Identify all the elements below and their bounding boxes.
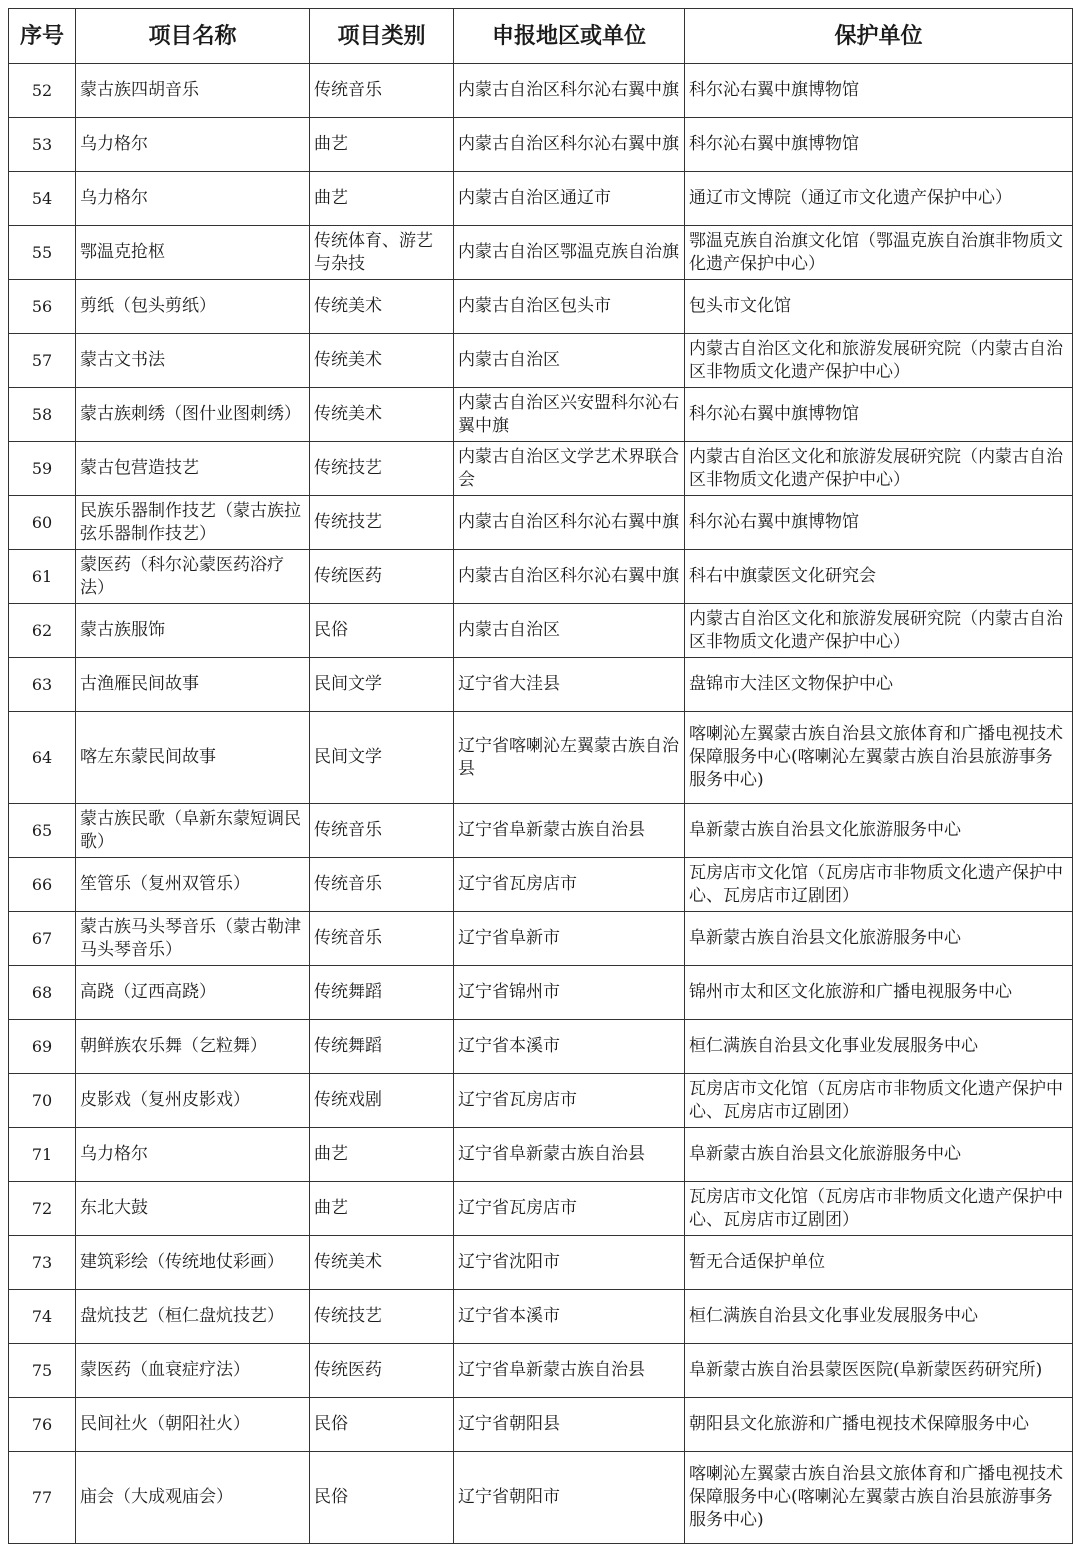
- cell-protection-unit: 内蒙古自治区文化和旅游发展研究院（内蒙古自治区非物质文化遗产保护中心）: [685, 604, 1073, 658]
- cell-no: 53: [9, 118, 76, 172]
- cell-category: 传统美术: [310, 334, 454, 388]
- cell-no: 67: [9, 912, 76, 966]
- cell-protection-unit: 科尔沁右翼中旗博物馆: [685, 496, 1073, 550]
- cell-project-name: 古渔雁民间故事: [76, 658, 310, 712]
- cell-region: 内蒙古自治区鄂温克族自治旗: [454, 226, 685, 280]
- cell-project-name: 蒙古族四胡音乐: [76, 64, 310, 118]
- cell-protection-unit: 瓦房店市文化馆（瓦房店市非物质文化遗产保护中心、瓦房店市辽剧团）: [685, 1182, 1073, 1236]
- table-row: [9, 1236, 1073, 1290]
- cell-protection-unit: 科尔沁右翼中旗博物馆: [685, 388, 1073, 442]
- cell-no: 57: [9, 334, 76, 388]
- cell-region: 内蒙古自治区: [454, 604, 685, 658]
- cell-no: 73: [9, 1236, 76, 1290]
- table-row: [9, 712, 1073, 804]
- table-row: [9, 1020, 1073, 1074]
- cell-project-name: 剪纸（包头剪纸）: [76, 280, 310, 334]
- cell-category: 传统技艺: [310, 442, 454, 496]
- cell-region: 辽宁省阜新蒙古族自治县: [454, 804, 685, 858]
- cell-protection-unit: 通辽市文博院（通辽市文化遗产保护中心）: [685, 172, 1073, 226]
- table-row: [9, 388, 1073, 442]
- cell-no: 76: [9, 1398, 76, 1452]
- cell-project-name: 东北大鼓: [76, 1182, 310, 1236]
- cell-project-name: 蒙古族刺绣（图什业图刺绣）: [76, 388, 310, 442]
- cell-no: 70: [9, 1074, 76, 1128]
- cell-region: 辽宁省朝阳县: [454, 1398, 685, 1452]
- cell-project-name: 朝鲜族农乐舞（乞粒舞）: [76, 1020, 310, 1074]
- table-row: [9, 550, 1073, 604]
- cell-protection-unit: 桓仁满族自治县文化事业发展服务中心: [685, 1020, 1073, 1074]
- table-row: [9, 1182, 1073, 1236]
- cell-no: 61: [9, 550, 76, 604]
- cell-project-name: 蒙古包营造技艺: [76, 442, 310, 496]
- cell-protection-unit: 科尔沁右翼中旗博物馆: [685, 118, 1073, 172]
- cell-project-name: 蒙古族民歌（阜新东蒙短调民歌）: [76, 804, 310, 858]
- cell-no: 63: [9, 658, 76, 712]
- cell-region: 内蒙古自治区包头市: [454, 280, 685, 334]
- cell-protection-unit: 阜新蒙古族自治县文化旅游服务中心: [685, 1128, 1073, 1182]
- cell-protection-unit: 包头市文化馆: [685, 280, 1073, 334]
- cell-category: 曲艺: [310, 118, 454, 172]
- table-row: [9, 658, 1073, 712]
- heritage-table-page: [8, 8, 1072, 1544]
- header-region: 申报地区或单位: [454, 9, 685, 64]
- table-row: [9, 1074, 1073, 1128]
- table-row: [9, 1398, 1073, 1452]
- cell-project-name: 民族乐器制作技艺（蒙古族拉弦乐器制作技艺）: [76, 496, 310, 550]
- cell-category: 传统技艺: [310, 1290, 454, 1344]
- cell-project-name: 蒙医药（科尔沁蒙医药浴疗法）: [76, 550, 310, 604]
- cell-project-name: 蒙古文书法: [76, 334, 310, 388]
- table-row: [9, 858, 1073, 912]
- cell-region: 内蒙古自治区文学艺术界联合会: [454, 442, 685, 496]
- cell-category: 传统舞蹈: [310, 966, 454, 1020]
- cell-category: 传统舞蹈: [310, 1020, 454, 1074]
- cell-no: 66: [9, 858, 76, 912]
- cell-protection-unit: 阜新蒙古族自治县文化旅游服务中心: [685, 804, 1073, 858]
- cell-category: 民间文学: [310, 712, 454, 804]
- cell-region: 内蒙古自治区兴安盟科尔沁右翼中旗: [454, 388, 685, 442]
- cell-category: 传统戏剧: [310, 1074, 454, 1128]
- table-row: [9, 912, 1073, 966]
- cell-protection-unit: 阜新蒙古族自治县蒙医医院(阜新蒙医药研究所): [685, 1344, 1073, 1398]
- cell-project-name: 蒙医药（血衰症疗法）: [76, 1344, 310, 1398]
- cell-region: 内蒙古自治区科尔沁右翼中旗: [454, 496, 685, 550]
- cell-protection-unit: 朝阳县文化旅游和广播电视技术保障服务中心: [685, 1398, 1073, 1452]
- cell-region: 辽宁省大洼县: [454, 658, 685, 712]
- cell-project-name: 喀左东蒙民间故事: [76, 712, 310, 804]
- cell-project-name: 鄂温克抢枢: [76, 226, 310, 280]
- table-row: [9, 1128, 1073, 1182]
- cell-region: 辽宁省锦州市: [454, 966, 685, 1020]
- cell-category: 民俗: [310, 1398, 454, 1452]
- cell-protection-unit: 锦州市太和区文化旅游和广播电视服务中心: [685, 966, 1073, 1020]
- cell-project-name: 乌力格尔: [76, 1128, 310, 1182]
- cell-project-name: 建筑彩绘（传统地仗彩画）: [76, 1236, 310, 1290]
- cell-category: 传统美术: [310, 388, 454, 442]
- table-header-row: [9, 9, 1073, 64]
- cell-no: 69: [9, 1020, 76, 1074]
- cell-project-name: 笙管乐（复州双管乐）: [76, 858, 310, 912]
- cell-protection-unit: 阜新蒙古族自治县文化旅游服务中心: [685, 912, 1073, 966]
- table-row: [9, 496, 1073, 550]
- cell-no: 56: [9, 280, 76, 334]
- cell-no: 52: [9, 64, 76, 118]
- cell-category: 传统美术: [310, 280, 454, 334]
- cell-region: 辽宁省阜新蒙古族自治县: [454, 1128, 685, 1182]
- cell-protection-unit: 科尔沁右翼中旗博物馆: [685, 64, 1073, 118]
- table-row: [9, 966, 1073, 1020]
- cell-region: 辽宁省瓦房店市: [454, 858, 685, 912]
- cell-no: 65: [9, 804, 76, 858]
- table-row: [9, 442, 1073, 496]
- cell-category: 民间文学: [310, 658, 454, 712]
- table-row: [9, 172, 1073, 226]
- cell-region: 辽宁省朝阳市: [454, 1452, 685, 1544]
- cell-region: 辽宁省瓦房店市: [454, 1182, 685, 1236]
- header-no: 序号: [9, 9, 76, 64]
- cell-category: 传统医药: [310, 1344, 454, 1398]
- table-row: [9, 334, 1073, 388]
- cell-no: 72: [9, 1182, 76, 1236]
- table-row: [9, 226, 1073, 280]
- cell-no: 58: [9, 388, 76, 442]
- cell-no: 60: [9, 496, 76, 550]
- table-row: [9, 1344, 1073, 1398]
- cell-region: 辽宁省本溪市: [454, 1290, 685, 1344]
- cell-category: 民俗: [310, 1452, 454, 1544]
- cell-category: 传统技艺: [310, 496, 454, 550]
- cell-protection-unit: 盘锦市大洼区文物保护中心: [685, 658, 1073, 712]
- table-row: [9, 1452, 1073, 1544]
- cell-region: 辽宁省沈阳市: [454, 1236, 685, 1290]
- cell-region: 内蒙古自治区科尔沁右翼中旗: [454, 64, 685, 118]
- cell-no: 59: [9, 442, 76, 496]
- cell-project-name: 高跷（辽西高跷）: [76, 966, 310, 1020]
- cell-project-name: 乌力格尔: [76, 118, 310, 172]
- cell-region: 辽宁省阜新市: [454, 912, 685, 966]
- cell-category: 曲艺: [310, 1128, 454, 1182]
- heritage-table: [8, 8, 1073, 1544]
- cell-region: 辽宁省瓦房店市: [454, 1074, 685, 1128]
- cell-no: 74: [9, 1290, 76, 1344]
- cell-protection-unit: 暂无合适保护单位: [685, 1236, 1073, 1290]
- cell-category: 曲艺: [310, 172, 454, 226]
- cell-project-name: 蒙古族马头琴音乐（蒙古勒津马头琴音乐）: [76, 912, 310, 966]
- cell-no: 54: [9, 172, 76, 226]
- cell-category: 传统体育、游艺与杂技: [310, 226, 454, 280]
- cell-project-name: 蒙古族服饰: [76, 604, 310, 658]
- cell-protection-unit: 鄂温克族自治旗文化馆（鄂温克族自治旗非物质文化遗产保护中心）: [685, 226, 1073, 280]
- cell-category: 传统医药: [310, 550, 454, 604]
- cell-region: 内蒙古自治区科尔沁右翼中旗: [454, 550, 685, 604]
- cell-category: 传统音乐: [310, 64, 454, 118]
- cell-no: 62: [9, 604, 76, 658]
- cell-protection-unit: 内蒙古自治区文化和旅游发展研究院（内蒙古自治区非物质文化遗产保护中心）: [685, 334, 1073, 388]
- cell-category: 传统音乐: [310, 858, 454, 912]
- cell-no: 68: [9, 966, 76, 1020]
- cell-protection-unit: 科右中旗蒙医文化研究会: [685, 550, 1073, 604]
- table-row: [9, 280, 1073, 334]
- cell-protection-unit: 喀喇沁左翼蒙古族自治县文旅体育和广播电视技术保障服务中心(喀喇沁左翼蒙古族自治县旅游事务服务中心): [685, 712, 1073, 804]
- cell-region: 辽宁省阜新蒙古族自治县: [454, 1344, 685, 1398]
- cell-region: 辽宁省喀喇沁左翼蒙古族自治县: [454, 712, 685, 804]
- table-row: [9, 804, 1073, 858]
- cell-region: 辽宁省本溪市: [454, 1020, 685, 1074]
- cell-project-name: 皮影戏（复州皮影戏）: [76, 1074, 310, 1128]
- cell-region: 内蒙古自治区科尔沁右翼中旗: [454, 118, 685, 172]
- header-category: 项目类别: [310, 9, 454, 64]
- cell-protection-unit: 内蒙古自治区文化和旅游发展研究院（内蒙古自治区非物质文化遗产保护中心）: [685, 442, 1073, 496]
- cell-protection-unit: 桓仁满族自治县文化事业发展服务中心: [685, 1290, 1073, 1344]
- cell-project-name: 庙会（大成观庙会）: [76, 1452, 310, 1544]
- table-row: [9, 1290, 1073, 1344]
- cell-no: 71: [9, 1128, 76, 1182]
- cell-no: 77: [9, 1452, 76, 1544]
- cell-protection-unit: 瓦房店市文化馆（瓦房店市非物质文化遗产保护中心、瓦房店市辽剧团）: [685, 858, 1073, 912]
- cell-no: 75: [9, 1344, 76, 1398]
- cell-project-name: 乌力格尔: [76, 172, 310, 226]
- table-row: [9, 64, 1073, 118]
- header-name: 项目名称: [76, 9, 310, 64]
- cell-project-name: 民间社火（朝阳社火）: [76, 1398, 310, 1452]
- cell-region: 内蒙古自治区通辽市: [454, 172, 685, 226]
- header-unit: 保护单位: [685, 9, 1073, 64]
- cell-category: 民俗: [310, 604, 454, 658]
- cell-category: 传统美术: [310, 1236, 454, 1290]
- table-row: [9, 604, 1073, 658]
- cell-no: 55: [9, 226, 76, 280]
- cell-region: 内蒙古自治区: [454, 334, 685, 388]
- cell-category: 传统音乐: [310, 912, 454, 966]
- cell-category: 曲艺: [310, 1182, 454, 1236]
- cell-project-name: 盘炕技艺（桓仁盘炕技艺）: [76, 1290, 310, 1344]
- cell-category: 传统音乐: [310, 804, 454, 858]
- cell-no: 64: [9, 712, 76, 804]
- table-row: [9, 118, 1073, 172]
- cell-protection-unit: 喀喇沁左翼蒙古族自治县文旅体育和广播电视技术保障服务中心(喀喇沁左翼蒙古族自治县旅游事务服务中心): [685, 1452, 1073, 1544]
- cell-protection-unit: 瓦房店市文化馆（瓦房店市非物质文化遗产保护中心、瓦房店市辽剧团）: [685, 1074, 1073, 1128]
